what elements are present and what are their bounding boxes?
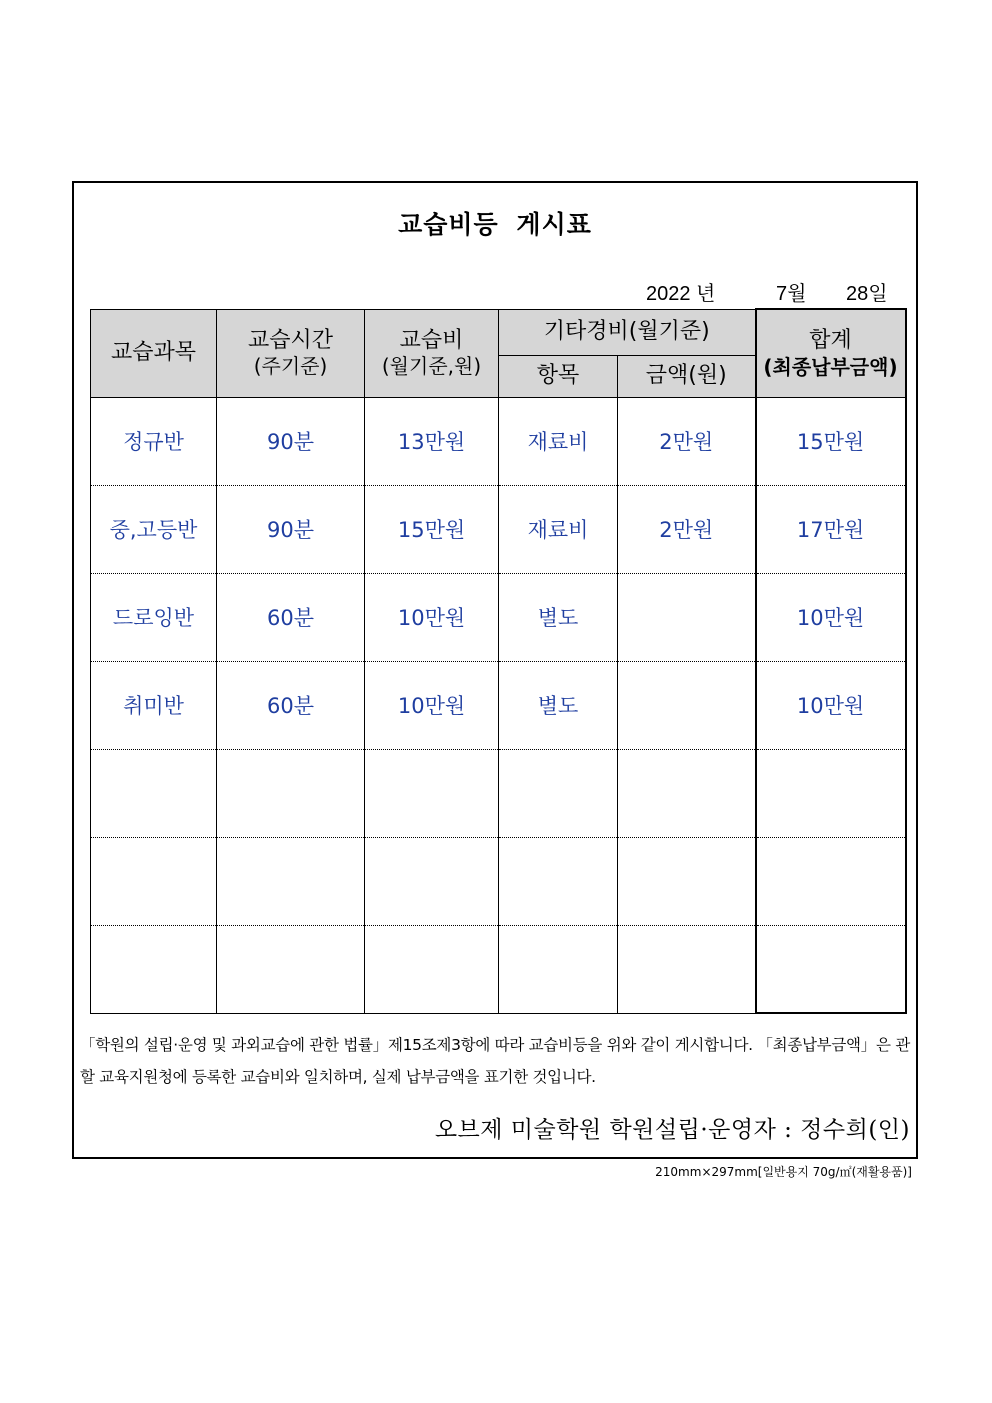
header-hours-sub: (주기준) [253, 354, 328, 379]
table-row [91, 485, 906, 573]
cell-subject [91, 837, 217, 925]
cell-amount [618, 661, 756, 749]
header-fee-sub: (월기준,원) [381, 354, 482, 379]
cell-subject [91, 925, 217, 1013]
cell-hours: 90분 [217, 485, 365, 573]
cell-total: 10만원 [756, 573, 906, 661]
cell-item [499, 925, 618, 1013]
cell-subject: 중,고등반 [91, 485, 217, 573]
cell-total [756, 837, 906, 925]
cell-hours [217, 837, 365, 925]
cell-subject: 드로잉반 [91, 573, 217, 661]
header-total-label: 합계 [809, 328, 852, 353]
cell-hours: 60분 [217, 573, 365, 661]
table-row [91, 749, 906, 837]
header-other-label: 기타경비(월기준) [543, 319, 710, 345]
operator-signature: 오브제 미술학원 학원설립·운영자 : 정수희(인) [434, 1117, 910, 1143]
cell-hours [217, 749, 365, 837]
header-other-amount: 금액(원) [618, 355, 756, 397]
legal-notice: 「학원의 설립·운영 및 과외교습에 관한 법률」제15조제3항에 따라 교습비등을 위와 같이 게시합니다. 「최종납부금액」은 관할 교육지원청에 등록한 교습비와 일치하며, 실제 납부금액을 표기한 것입니다. [80, 1036, 910, 1086]
cell-item: 재료비 [499, 397, 618, 485]
table-row [91, 397, 906, 485]
cell-subject [91, 749, 217, 837]
cell-item [499, 749, 618, 837]
cell-fee [365, 749, 499, 837]
cell-hours: 60분 [217, 661, 365, 749]
cell-fee: 10만원 [365, 573, 499, 661]
cell-amount [618, 573, 756, 661]
header-hours-label: 교습시간 [247, 327, 333, 353]
fee-table [90, 308, 907, 1014]
cell-subject: 취미반 [91, 661, 217, 749]
paper-spec: 210mm×297mm[일반용지 70g/㎡(재활용품)] [655, 1165, 912, 1179]
cell-fee [365, 925, 499, 1013]
cell-amount: 2만원 [618, 397, 756, 485]
cell-amount [618, 925, 756, 1013]
header-subject [91, 309, 217, 397]
header-fee-label: 교습비 [399, 327, 464, 353]
cell-hours [217, 925, 365, 1013]
cell-total: 17만원 [756, 485, 906, 573]
cell-total [756, 925, 906, 1013]
cell-hours: 90분 [217, 397, 365, 485]
cell-fee: 13만원 [365, 397, 499, 485]
table-row [91, 573, 906, 661]
cell-amount [618, 749, 756, 837]
table-row [91, 837, 906, 925]
cell-fee [365, 837, 499, 925]
date-day: 28일 [846, 283, 888, 305]
header-other [499, 309, 756, 355]
header-other-item: 항목 [499, 355, 618, 397]
date-month: 7월 [776, 283, 807, 305]
table-row [91, 925, 906, 1013]
cell-fee: 10만원 [365, 661, 499, 749]
cell-subject: 정규반 [91, 397, 217, 485]
cell-item: 별도 [499, 573, 618, 661]
date-year: 2022 년 [646, 283, 716, 305]
cell-item: 별도 [499, 661, 618, 749]
header-fee [365, 309, 499, 397]
cell-amount: 2만원 [618, 485, 756, 573]
cell-item [499, 837, 618, 925]
header-subject-label: 교습과목 [110, 340, 196, 366]
cell-amount [618, 837, 756, 925]
cell-total: 15만원 [756, 397, 906, 485]
page-title: 교습비등 게시표 [398, 210, 592, 239]
header-total-sub: (최종납부금액) [763, 354, 898, 379]
cell-total [756, 749, 906, 837]
table-row [91, 661, 906, 749]
cell-total: 10만원 [756, 661, 906, 749]
notice-frame [72, 181, 918, 1159]
cell-fee: 15만원 [365, 485, 499, 573]
header-hours [217, 309, 365, 397]
header-total [756, 309, 906, 397]
cell-item: 재료비 [499, 485, 618, 573]
